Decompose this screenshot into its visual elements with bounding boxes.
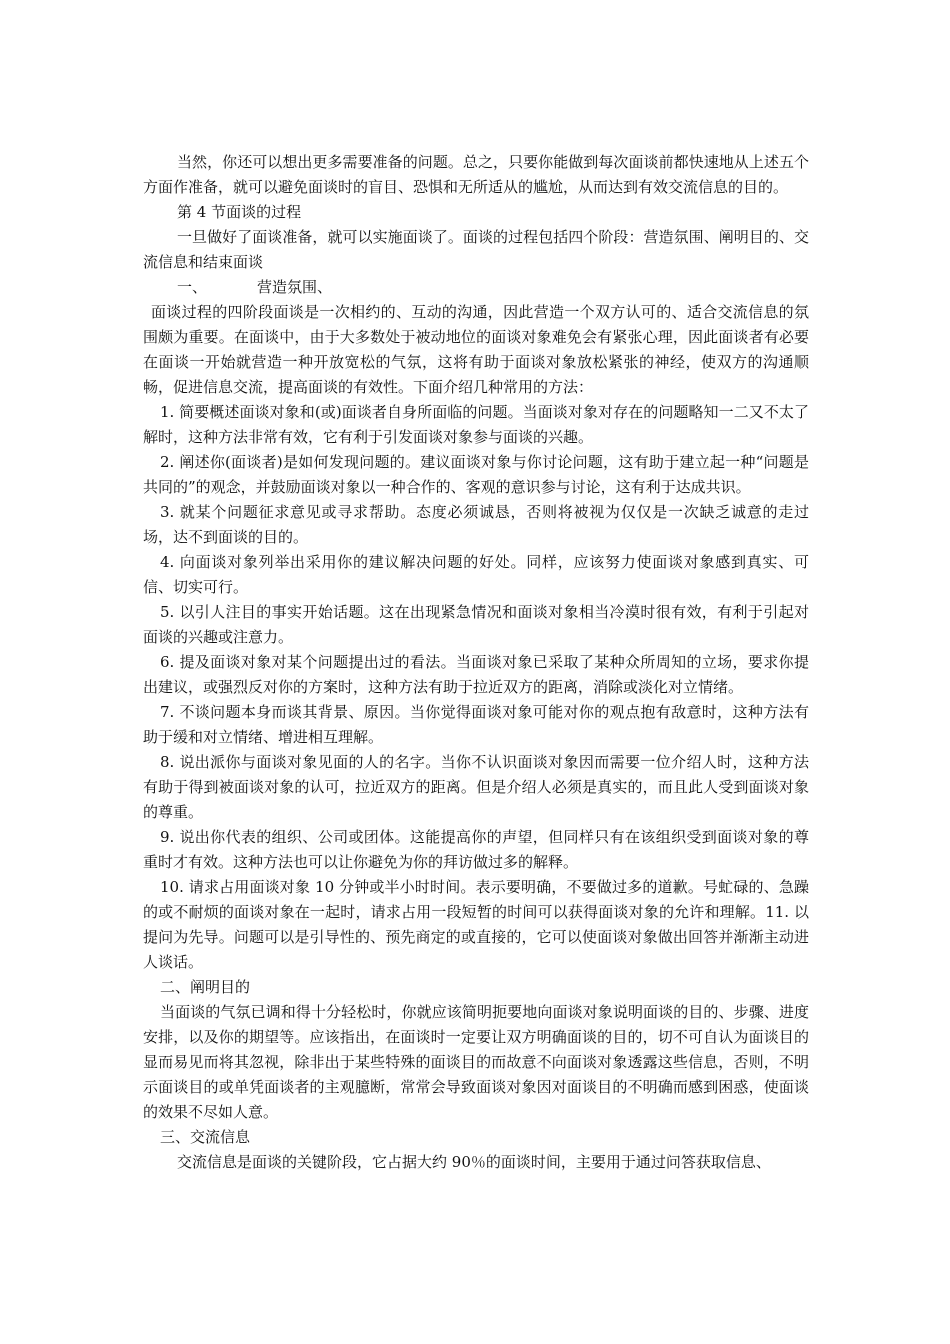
list-item: 10. 请求占用面谈对象 10 分钟或半小时时间。表示要明确，不要做过多的道歉。号虻碌的、急躁的或不耐烦的面谈对象在一起时，请求占用一段短暂的时间可以获得面谈对象的允许和理解。11. 以提问为先导。问题可以是引导性的、预先商定的或直接的，它可以使面谈对象做出回答并渐渐主动进人谈话。 bbox=[143, 878, 809, 971]
subsection-heading: 二、阐明目的 bbox=[160, 978, 251, 996]
list-item: 6. 提及面谈对象对某个问题提出过的看法。当面谈对象已采取了某种众所周知的立场，要求你提出建议，或强烈反对你的方案时，这种方法有助于拉近双方的距离，消除或淡化对立情绪。 bbox=[143, 653, 809, 696]
list-item: 9. 说出你代表的组织、公司或团体。这能提高你的声望，但同样只有在该组织受到面谈对象的尊重时才有效。这种方法也可以让你避免为你的拜访做过多的解释。 bbox=[143, 828, 809, 871]
list-item: 8. 说出派你与面谈对象见面的人的名字。当你不认识面谈对象因而需要一位介绍人时，这种方法有助于得到被面谈对象的认可，拉近双方的距离。但是介绍人必须是真实的，而且此人受到面谈对象的尊重。 bbox=[143, 753, 809, 821]
paragraph: 面谈过程的四阶段面谈是一次相约的、互动的沟通，因此营造一个双方认可的、适合交流信息的氛围颇为重要。在面谈中，由于大多数处于被动地位的面谈对象难免会有紧张心理，因此面谈者有必要在面谈一开始就营造一种开放宽松的气氛，这将有助于面谈对象放松紧张的神经，使双方的沟通顺畅，促进信息交流，提高面谈的有效性。下面介绍几种常用的方法： bbox=[143, 303, 809, 396]
list-item: 1. 简要概述面谈对象和(或)面谈者自身所面临的问题。当面谈对象对存在的问题略知一二又不太了解时，这种方法非常有效，它有利于引发面谈对象参与面谈的兴趣。 bbox=[143, 403, 809, 446]
section-heading: 第 4 节面谈的过程 bbox=[177, 203, 302, 221]
subsection-heading: 三、交流信息 bbox=[160, 1128, 251, 1146]
list-item: 5. 以引人注目的事实开始话题。这在出现紧急情况和面谈对象相当冷漠时很有效，有利于引起对面谈的兴趣或注意力。 bbox=[143, 603, 809, 646]
paragraph: 一旦做好了面谈准备，就可以实施面谈了。面谈的过程包括四个阶段：营造氛围、阐明目的、交流信息和结束面谈 bbox=[143, 228, 809, 271]
list-item: 3. 就某个问题征求意见或寻求帮助。态度必须诚恳，否则将被视为仅仅是一次缺乏诚意的走过场，达不到面谈的目的。 bbox=[143, 503, 809, 546]
heading-title: 营造氛围、 bbox=[257, 278, 333, 296]
document-page bbox=[143, 150, 809, 1175]
paragraph: 交流信息是面谈的关键阶段，它占据大约 90％的面谈时间，主要用于通过问答获取信息、 bbox=[177, 1153, 771, 1171]
paragraph: 当然，你还可以想出更多需要准备的问题。总之，只要你能做到每次面谈前都快速地从上述五个方面作准备，就可以避免面谈时的盲目、恐惧和无所适从的尴尬，从而达到有效交流信息的目的。 bbox=[143, 153, 809, 196]
paragraph: 当面谈的气氛已调和得十分轻松时，你就应该简明扼要地向面谈对象说明面谈的目的、步骤、进度安排，以及你的期望等。应该指出，在面谈时一定要让双方明确面谈的目的，切不可自认为面谈目的显而易见而将其忽视，除非出于某些特殊的面谈目的而故意不向面谈对象透露这些信息，否则，不明示面谈目的或单凭面谈者的主观臆断，常常会导致面谈对象因对面谈目的不明确而感到困惑，使面谈的效果不尽如人意。 bbox=[143, 1003, 809, 1121]
subsection-heading bbox=[143, 275, 809, 300]
list-item: 4. 向面谈对象列举出采用你的建议解决问题的好处。同样，应该努力使面谈对象感到真实、可信、切实可行。 bbox=[143, 553, 809, 596]
list-item: 7. 不谈问题本身而谈其背景、原因。当你觉得面谈对象可能对你的观点抱有敌意时，这种方法有助于缓和对立情绪、增进相互理解。 bbox=[143, 703, 809, 746]
heading-number: 一、 bbox=[177, 278, 208, 296]
list-item: 2. 阐述你(面谈者)是如何发现问题的。建议面谈对象与你讨论问题，这有助于建立起一种“问题是共同的”的观念，并鼓励面谈对象以一种合作的、客观的意识参与讨论，这有利于达成共识。 bbox=[143, 453, 809, 496]
